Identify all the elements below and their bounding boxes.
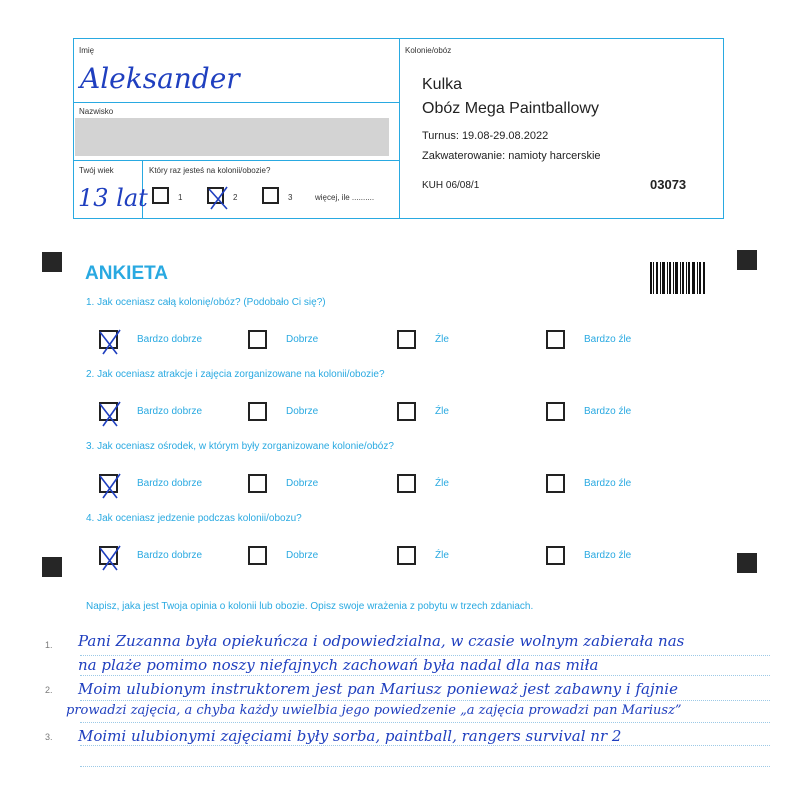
answer-checkbox[interactable] bbox=[546, 330, 565, 349]
opinion-line-2: na plaże pomimo noszy niefajnych zachowań była nadal dla nas miła bbox=[78, 656, 599, 674]
answer-checkbox[interactable] bbox=[99, 330, 118, 349]
answer-option-label: Bardzo źle bbox=[584, 334, 632, 345]
name-value: Aleksander bbox=[80, 62, 240, 95]
writing-line bbox=[80, 745, 770, 746]
answer-option-label: Bardzo dobrze bbox=[137, 550, 203, 561]
times-option-1: 1 bbox=[178, 193, 183, 202]
times-more: więcej, ile .......... bbox=[315, 193, 375, 202]
answer-checkbox[interactable] bbox=[546, 474, 565, 493]
answer-checkbox[interactable] bbox=[248, 330, 267, 349]
answer-checkbox[interactable] bbox=[397, 402, 416, 421]
answer-option-label: Bardzo dobrze bbox=[137, 406, 203, 417]
answer-option-label: Bardzo dobrze bbox=[137, 334, 203, 345]
line-number-1: 1. bbox=[45, 640, 53, 650]
times-option-2: 2 bbox=[233, 193, 238, 202]
form-number: 03073 bbox=[650, 177, 687, 192]
camp-program: Obóz Mega Paintballowy bbox=[422, 100, 599, 117]
answer-option-label: Źle bbox=[435, 478, 449, 489]
registration-marker-top-right bbox=[737, 250, 757, 270]
camp-code: KUH 06/08/1 bbox=[422, 180, 480, 191]
answer-option-label: Źle bbox=[435, 550, 449, 561]
answer-checkbox[interactable] bbox=[248, 546, 267, 565]
question-text: 3. Jak oceniasz ośrodek, w którym były zorganizowane kolonie/obóz? bbox=[86, 441, 394, 452]
times-checkbox-2[interactable] bbox=[207, 187, 224, 204]
times-checkbox-3[interactable] bbox=[262, 187, 279, 204]
age-value: 13 lat bbox=[78, 184, 148, 212]
line-number-2: 2. bbox=[45, 685, 53, 695]
checkmark-icon bbox=[97, 398, 125, 428]
answer-checkbox[interactable] bbox=[248, 402, 267, 421]
answer-checkbox[interactable] bbox=[99, 546, 118, 565]
opinion-line-4: prowadzi zajęcia, a chyba każdy uwielbia jego powiedzenie „a zajęcia prowadzi pan Mariusz” bbox=[66, 703, 682, 718]
answer-option-label: Dobrze bbox=[286, 550, 319, 561]
divider-name bbox=[73, 102, 400, 103]
answer-checkbox[interactable] bbox=[546, 402, 565, 421]
opinion-line-3: Moim ulubionym instruktorem jest pan Mariusz ponieważ jest zabawny i fajnie bbox=[78, 680, 678, 698]
name-label: Imię bbox=[79, 46, 95, 55]
opinion-line-1: Pani Zuzanna była opiekuńcza i odpowiedzialna, w czasie wolnym zabierała nas bbox=[78, 632, 685, 650]
camp-turnus: Turnus: 19.08-29.08.2022 bbox=[422, 130, 549, 142]
answer-checkbox[interactable] bbox=[248, 474, 267, 493]
registration-marker-bottom-left bbox=[42, 557, 62, 577]
answer-checkbox[interactable] bbox=[546, 546, 565, 565]
opinion-prompt: Napisz, jaka jest Twoja opinia o kolonii lub obozie. Opisz swoje wrażenia z pobytu w trzech zdaniach. bbox=[86, 601, 534, 612]
checkmark-icon bbox=[97, 470, 125, 500]
divider-surname bbox=[73, 160, 400, 161]
writing-line bbox=[80, 700, 770, 701]
question-text: 4. Jak oceniasz jedzenie podczas kolonii/obozu? bbox=[86, 513, 302, 524]
answer-checkbox[interactable] bbox=[397, 330, 416, 349]
times-option-3: 3 bbox=[288, 193, 293, 202]
survey-title: ANKIETA bbox=[85, 263, 169, 284]
answer-option-label: Źle bbox=[435, 334, 449, 345]
answer-option-label: Dobrze bbox=[286, 406, 319, 417]
writing-line bbox=[80, 766, 770, 767]
surname-label: Nazwisko bbox=[79, 107, 114, 116]
answer-checkbox[interactable] bbox=[99, 402, 118, 421]
answer-checkbox[interactable] bbox=[99, 474, 118, 493]
barcode bbox=[650, 262, 705, 294]
opinion-line-5: Moimi ulubionymi zajęciami były sorba, paintball, rangers survival nr 2 bbox=[78, 727, 622, 745]
answer-checkbox[interactable] bbox=[397, 474, 416, 493]
camp-accommodation: Zakwaterowanie: namioty harcerskie bbox=[422, 150, 601, 162]
checkmark-icon bbox=[97, 326, 125, 356]
times-checkbox-1[interactable] bbox=[152, 187, 169, 204]
checkmark-icon bbox=[97, 542, 125, 572]
answer-option-label: Bardzo źle bbox=[584, 406, 632, 417]
camp-label: Kolonie/obóz bbox=[405, 46, 452, 55]
question-text: 1. Jak oceniasz całą kolonię/obóz? (Podobało Ci się?) bbox=[86, 297, 326, 308]
line-number-3: 3. bbox=[45, 732, 53, 742]
writing-line bbox=[80, 722, 770, 723]
writing-line bbox=[80, 675, 770, 676]
answer-option-label: Dobrze bbox=[286, 478, 319, 489]
registration-marker-top-left bbox=[42, 252, 62, 272]
answer-option-label: Źle bbox=[435, 406, 449, 417]
answer-option-label: Bardzo źle bbox=[584, 550, 632, 561]
registration-marker-bottom-right bbox=[737, 553, 757, 573]
answer-option-label: Bardzo dobrze bbox=[137, 478, 203, 489]
checkmark-icon bbox=[205, 183, 231, 211]
answer-checkbox[interactable] bbox=[397, 546, 416, 565]
times-label: Który raz jesteś na kolonii/obozie? bbox=[149, 166, 271, 175]
question-text: 2. Jak oceniasz atrakcje i zajęcia zorganizowane na kolonii/obozie? bbox=[86, 369, 385, 380]
answer-option-label: Dobrze bbox=[286, 334, 319, 345]
answer-option-label: Bardzo źle bbox=[584, 478, 632, 489]
camp-name: Kulka bbox=[422, 76, 463, 93]
age-label: Twój wiek bbox=[79, 166, 114, 175]
surname-redaction bbox=[75, 118, 389, 156]
